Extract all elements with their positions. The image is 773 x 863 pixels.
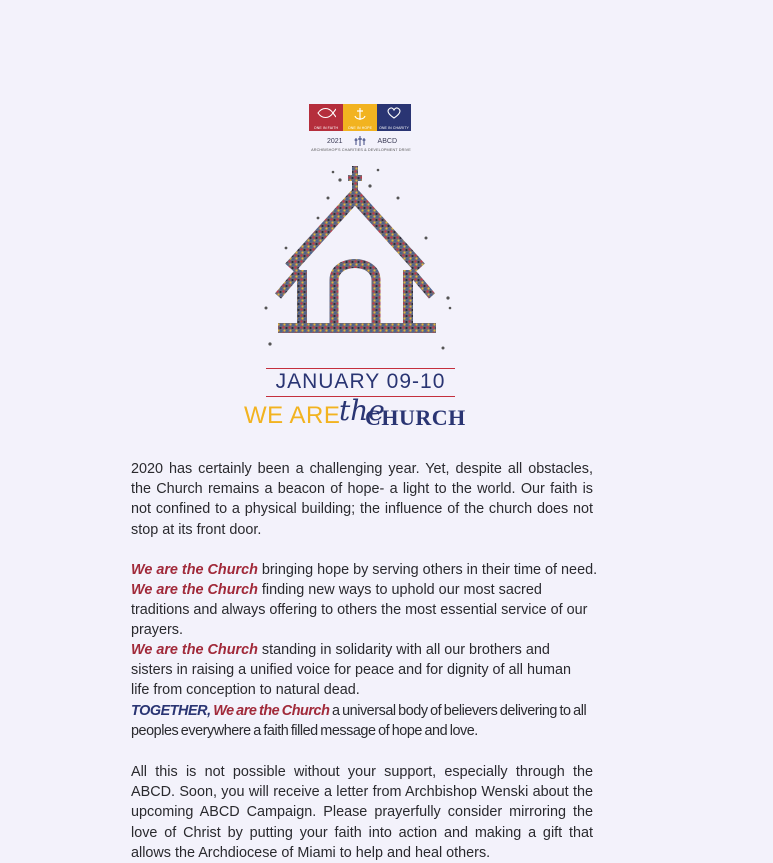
statement-2-text: finding new ways to uphold our most sacred traditions and always offering to others the most essential service of our prayers. (131, 582, 588, 639)
church-crowd-illustration (258, 158, 463, 358)
anchor-cross-icon (353, 107, 367, 121)
statement-1-text: bringing hope by serving others in their time of need. (257, 562, 598, 578)
statement-4 (131, 701, 593, 741)
event-date: JANUARY 09-10 (275, 370, 446, 393)
charity-badge (377, 104, 411, 131)
fish-icon (316, 107, 336, 119)
logo-abbr: ABCD (377, 137, 397, 145)
statement-3-text: standing in solidarity with all our brothers and sisters in raising a unified voice for peace and for dignity of all human life from conception to natural dead. (131, 642, 571, 699)
statement-3 (131, 640, 593, 701)
intro-paragraph: 2020 has certainly been a challenging year. Yet, despite all obstacles, the Church remains a beacon of hope- a light to the world. Our faith is not confined to a physical building; the influence of the church does not stop at its front door. (131, 461, 593, 538)
statement-1 (131, 560, 621, 580)
hope-badge (343, 104, 377, 131)
the-script-text: the (339, 394, 385, 427)
faith-badge (309, 104, 343, 131)
statement-2 (131, 580, 593, 641)
heart-icon (387, 107, 401, 119)
logo-year: 2021 (327, 137, 343, 145)
charity-badge-label: ONE IN CHARITY (379, 126, 409, 130)
hope-badge-label: ONE IN HOPE (347, 126, 373, 130)
date-rule-top (266, 368, 455, 369)
crosses-icon (353, 136, 367, 146)
statement-4-text: a universal body of believers delivering to all peoples everywhere a faith filled message of hope and love. (131, 703, 587, 740)
logo-subline (327, 136, 397, 146)
faith-badge-label: ONE IN FAITH (313, 126, 339, 130)
emph-phrase: We are the Church (131, 642, 258, 658)
closing-paragraph: All this is not possible without your support, especially through the ABCD. Soon, you will receive a letter from Archbishop Wenski about the upcoming ABCD Campaign. Please prayerfully consider mirroring the love of Christ by putting your faith into action and making a gift that allows the Archdiocese of Miami to help and heal others. (131, 764, 593, 861)
church-text: CHURCH (365, 405, 466, 430)
emph-phrase: We are the Church (131, 582, 258, 598)
logo-small-text: ARCHBISHOP'S CHARITIES & DEVELOPMENT DRIVE (311, 148, 411, 152)
emph-phrase: We are the Church (213, 703, 330, 719)
together-word: TOGETHER, (131, 703, 211, 719)
we-are-text: WE ARE (244, 402, 341, 429)
campaign-logo (309, 104, 411, 131)
emph-phrase: We are the Church (131, 562, 258, 578)
